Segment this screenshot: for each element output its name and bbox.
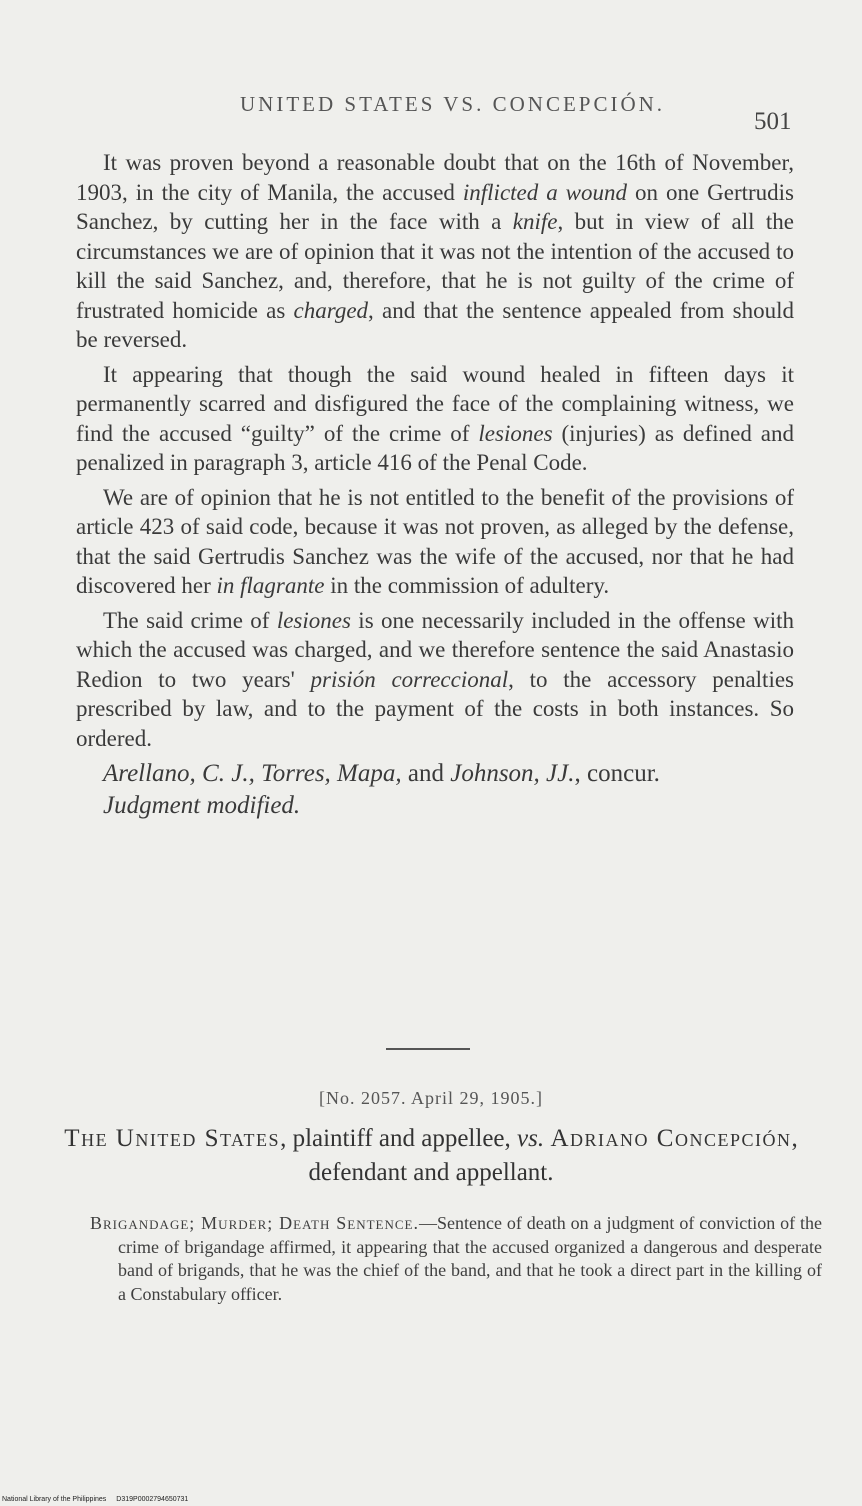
italic-run: Judgment modified.: [103, 792, 301, 819]
concurrence-line: [76, 758, 794, 790]
versus: vs.: [517, 1125, 545, 1152]
italic-run: Arellano, C. J., Torres, Mapa,: [103, 760, 402, 787]
text-run: and: [401, 760, 451, 787]
plaintiff-role: , plaintiff and appellee,: [280, 1125, 518, 1152]
text-run: We are of opinion that he is not entitled to the benefit of the provisions of article 423 of said code, because it was not proven, as alleged by the defense, that the said Gertrudis Sanchez was the wife of the accused, nor that he had discovered her: [76, 484, 794, 598]
text-run: It appearing that though the said wound healed in fifteen days it permanently scarred and disfigured the face of the complaining witness, we find the accused “guilty” of the crime of: [76, 361, 794, 446]
italic-run: inflicted a wound: [462, 179, 628, 205]
scan-code: D319P0002794650731: [116, 1496, 189, 1503]
italic-run: in flagrante: [216, 573, 325, 598]
text-run: , but in view of all the circumstances we are of opinion that it was not the intention of the accused to kill the said Sanchez, and, therefore, that he is not guilty of the crime of frustrated homicide as: [76, 209, 794, 323]
library-credit: National Library of the Philippines: [2, 1496, 107, 1503]
docket-line: [No. 2057. April 29, 1905.]: [319, 1088, 543, 1108]
text-run: It was proven beyond a reasonable doubt that on the 16th of November, 1903, in the city of Manila, the accused: [76, 150, 794, 205]
text-run: in the commission of adultery.: [324, 573, 610, 598]
text-run: is one necessarily included in the offense with which the accused was charged, and we therefore sentence the said Anastasio Redion to two years': [76, 607, 794, 692]
paragraph-4: [76, 606, 794, 754]
text-run: (injuries) as defined and penalized in paragraph 3, article 416 of the Penal Code.: [76, 420, 794, 475]
italic-run: Johnson, JJ.: [450, 760, 575, 787]
plaintiff-name: The United States: [64, 1125, 281, 1152]
syllabus: [90, 1212, 822, 1306]
running-head: UNITED STATES VS. CONCEPCIÓN.: [240, 92, 666, 116]
paragraph-1: [76, 148, 794, 355]
opinion-body: [76, 148, 794, 822]
text-run: , concur.: [574, 760, 660, 787]
text-run: on one Gertrudis Sanchez, by cutting her in the face with a: [76, 179, 794, 234]
italic-run: knife: [512, 209, 558, 234]
section-divider: [386, 1048, 470, 1050]
page-number: 501: [754, 108, 792, 135]
italic-run: charged: [293, 297, 369, 323]
judgment-line: [76, 790, 794, 822]
text-run: , and that the sentence appealed from should be reversed.: [76, 297, 795, 352]
text-run: , to the accessory penalties prescribed by law, and to the payment of the costs in both instances. So ordered.: [76, 666, 794, 751]
syllabus-headnote: Brigandage; Murder; Death Sentence.: [90, 1213, 419, 1233]
scan-footer: [2, 1496, 198, 1503]
text-run: The said crime of: [103, 607, 277, 633]
syllabus-text: —Sentence of death on a judgment of conviction of the crime of brigandage affirmed, it appearing that the accused organized a dangerous and desperate band of brigands, that he was the chief of the band, and that he took a direct part in the killing of a Constabulary officer.: [118, 1213, 823, 1304]
paragraph-3: [76, 483, 794, 601]
italic-run: lesiones: [276, 607, 351, 633]
italic-run: lesiones: [478, 420, 553, 446]
italic-run: prisión correccional: [310, 666, 509, 692]
defendant-name: Adriano Concepción: [544, 1125, 792, 1152]
case-title: [62, 1122, 800, 1190]
defendant-role: , defendant and appellant.: [308, 1125, 798, 1186]
paragraph-2: [76, 360, 794, 478]
